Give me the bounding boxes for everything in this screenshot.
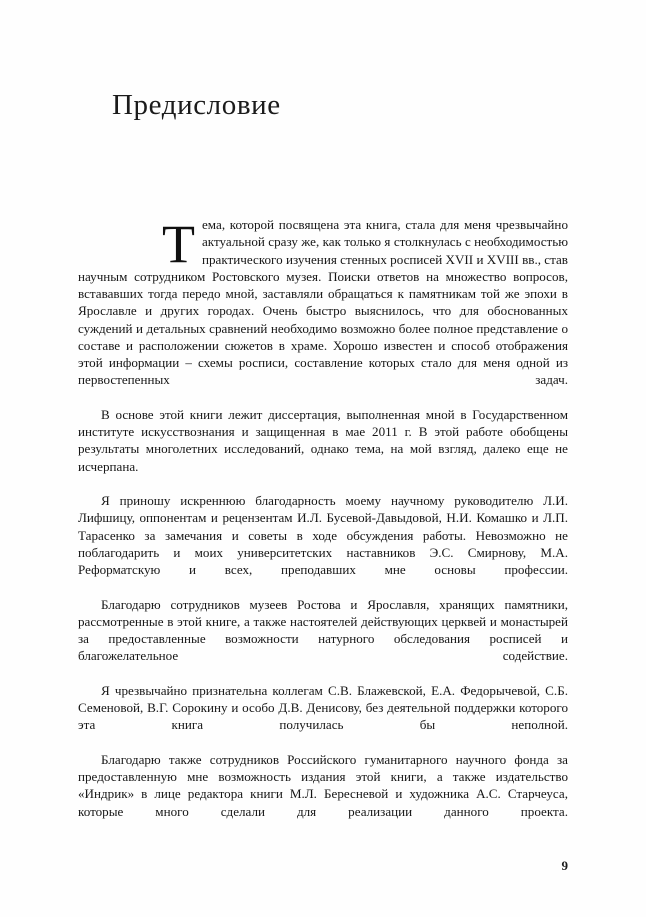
paragraph-6-text: Благодарю также сотрудников Российского гуманитарного научного фонда за предоставленную мне возможность издания этой книги, а также издательство «Индрик» в лице редактора книги М.Л. Бересневой и художника А.С. Старчеуса, которые много сделали для реализации данного проекта.: [78, 751, 568, 819]
paragraph-3-text: Я приношу искреннюю благодарность моему научному руководителю Л.И. Лифшицу, оппонентам и рецензентам И.Л. Бусевой-Давыдовой, Н.И. Комашко и Л.П. Тарасенко за замечания и советы в ходе обсуждения работы. Невозможно не поблагодарить и моих университетских наставников Э.С. Смирнову, М.А. Реформатскую и всех, преподавших мне основы профессии.: [78, 493, 568, 577]
paragraph-2-text: В основе этой книги лежит диссертация, выполненная мной в Государственном институте искусствознания и защищенная в мае 2011 г. В этой работе обобщены результаты многолетних исследований, однако тема, на мой взгляд, далеко еще не исчерпана.: [78, 406, 568, 474]
body-text-column: [78, 216, 568, 837]
paragraph-3: [78, 492, 568, 596]
paragraph-1: [78, 216, 568, 406]
page-title: Предисловие: [112, 89, 281, 122]
paragraph-1-text: ема, которой посвящена эта книга, стала для меня чрезвычайно актуальной сразу же, как только я столкнулась с необходимостью практического изучения стенных росписей XVII и XVIII вв., став научным сотрудником Ростовского музея. Поиски ответов на множество вопросов, встававших тогда передо мной, заставляли обращаться к памятникам той же эпохи в Ярославле и других городах. Очень быстро выяснилось, что для обоснованных суждений и детальных сравнений необходимо возможно более полное представление о составе и расположении сюжетов в храме. Хорошо известен и способ отображения этой информации – схемы росписи, составление которых стало для меня одной из первостепенных задач.: [78, 217, 568, 388]
paragraph-6: [78, 751, 568, 837]
page-number: 9: [561, 858, 568, 873]
paragraph-4: [78, 596, 568, 682]
paragraph-5: [78, 682, 568, 751]
paragraph-5-text: Я чрезвычайно признательна коллегам С.В. Блажевской, Е.А. Федорычевой, С.Б. Семеновой, В.Г. Сорокину и особо Д.В. Денисову, без деятельной поддержки которого эта книга получилась бы неполной.: [78, 682, 568, 733]
paragraph-4-text: Благодарю сотрудников музеев Ростова и Ярославля, хранящих памятники, рассмотренные в этой книге, а также настоятелей действующих церквей и монастырей за предоставленные возможности натурного обследования росписей и благожелательное содействие.: [78, 596, 568, 664]
drop-cap: Т: [162, 214, 195, 274]
paragraph-2: [78, 406, 568, 492]
